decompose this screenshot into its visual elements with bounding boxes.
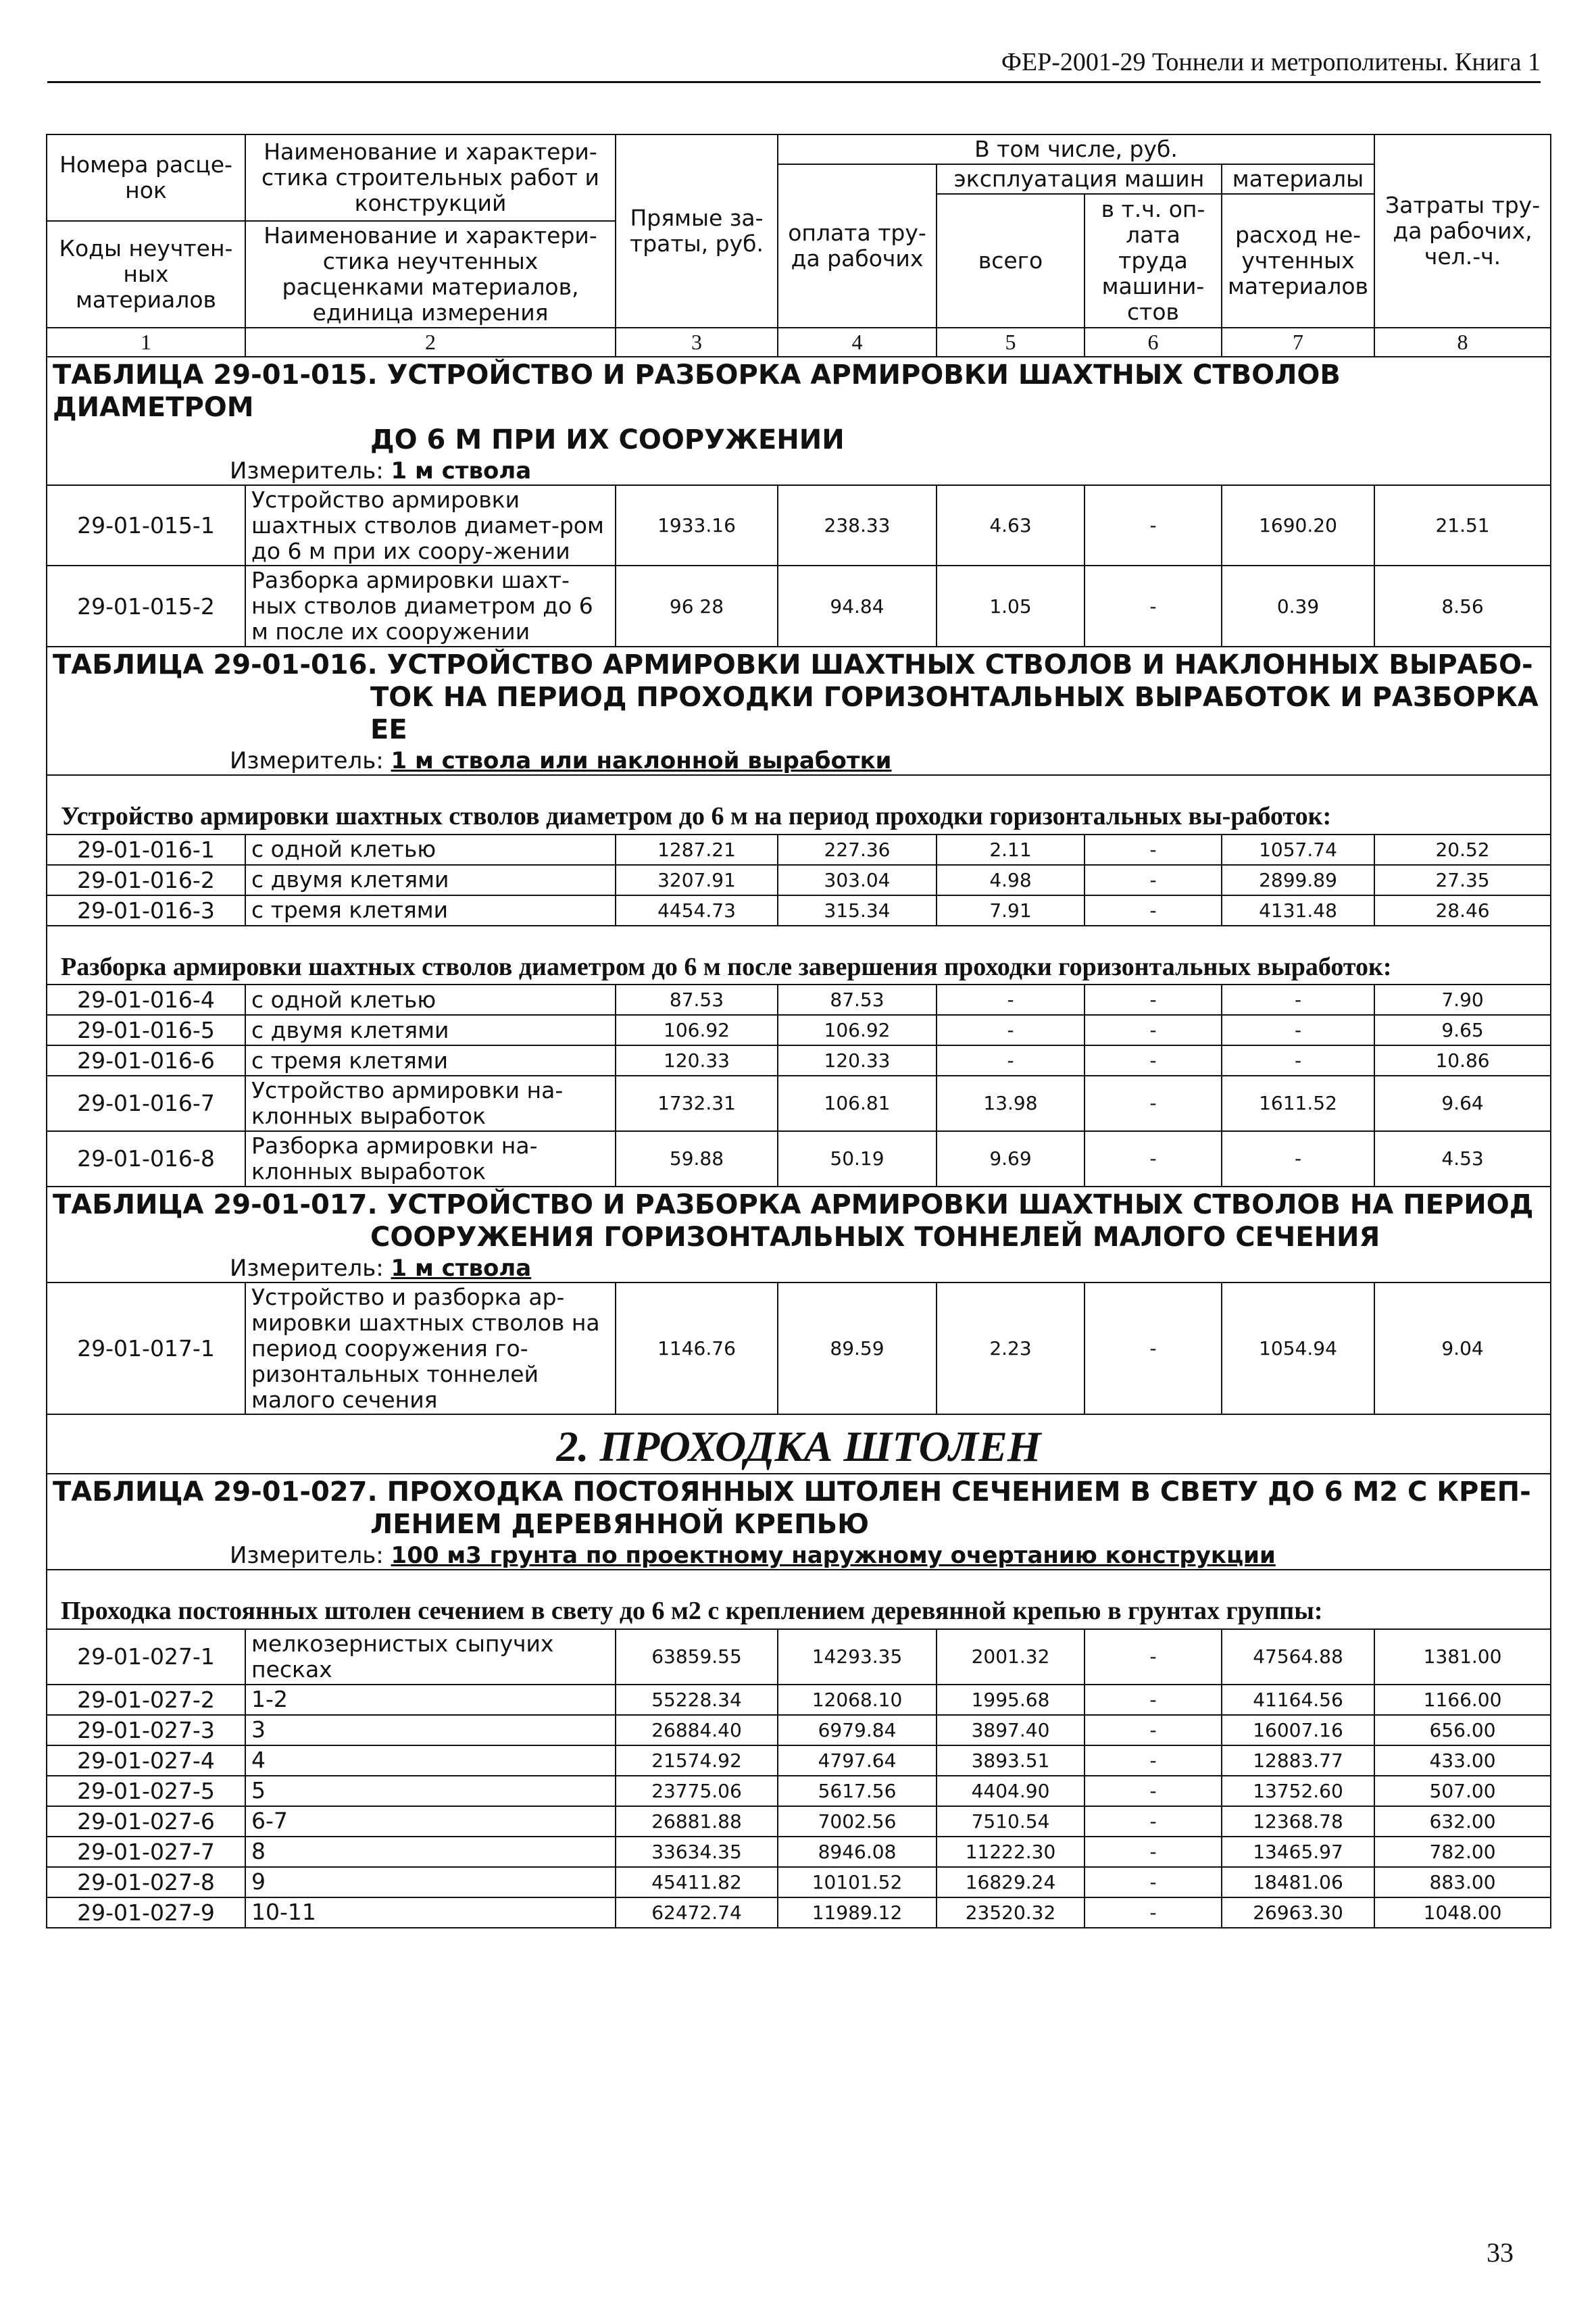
wages-cell: 8946.08 xyxy=(778,1837,937,1867)
machinists-wages-cell: - xyxy=(1084,1745,1222,1776)
machinists-wages-cell: - xyxy=(1084,865,1222,895)
materials-cell: 4131.48 xyxy=(1222,895,1374,926)
direct-cost-cell: 55228.34 xyxy=(616,1685,778,1715)
materials-cell: 12368.78 xyxy=(1222,1806,1374,1837)
direct-cost-cell: 26881.88 xyxy=(616,1806,778,1837)
table-number: ТАБЛИЦА 29-01-015. xyxy=(53,359,378,391)
machinists-wages-cell: - xyxy=(1084,1076,1222,1131)
materials-cell: 0.39 xyxy=(1222,566,1374,647)
labor-hours-cell: 656.00 xyxy=(1374,1715,1551,1745)
col-number-cell: 7 xyxy=(1222,328,1374,357)
table-row xyxy=(47,1629,1551,1685)
table-title-line2: СООРУЖЕНИЯ ГОРИЗОНТАЛЬНЫХ ТОННЕЛЕЙ МАЛОГО СЕЧЕНИЯ xyxy=(370,1221,1380,1253)
table-title-line1: УСТРОЙСТВО АРМИРОВКИ ШАХТНЫХ СТВОЛОВ И НАКЛОННЫХ ВЫРАБО- xyxy=(386,649,1533,681)
rate-name-cell: 10-11 xyxy=(245,1897,616,1928)
measure-row xyxy=(47,1255,1551,1283)
wages-cell: 10101.52 xyxy=(778,1867,937,1897)
table-row xyxy=(47,865,1551,895)
labor-hours-cell: 1381.00 xyxy=(1374,1629,1551,1685)
table-row xyxy=(47,1897,1551,1928)
col-head-materials: материалы xyxy=(1222,164,1374,194)
machines-total-cell: - xyxy=(937,985,1084,1015)
wages-cell: 7002.56 xyxy=(778,1806,937,1837)
machinists-wages-cell: - xyxy=(1084,985,1222,1015)
labor-hours-cell: 7.90 xyxy=(1374,985,1551,1015)
table-row xyxy=(47,985,1551,1015)
measure-row xyxy=(47,1542,1551,1570)
wages-cell: 5617.56 xyxy=(778,1776,937,1806)
rate-name-cell: с двумя клетями xyxy=(245,865,616,895)
wages-cell: 11989.12 xyxy=(778,1897,937,1928)
measure-row xyxy=(47,457,1551,485)
materials-cell: 13465.97 xyxy=(1222,1837,1374,1867)
page-number: 33 xyxy=(1487,2237,1514,2268)
col-number-cell: 2 xyxy=(245,328,616,357)
machines-total-cell: 11222.30 xyxy=(937,1837,1084,1867)
labor-hours-cell: 28.46 xyxy=(1374,895,1551,926)
direct-cost-cell: 96 28 xyxy=(616,566,778,647)
table-title xyxy=(47,1187,1551,1255)
table-row xyxy=(47,1837,1551,1867)
table-title xyxy=(47,647,1551,747)
materials-cell: 41164.56 xyxy=(1222,1685,1374,1715)
col-head-machines-total: всего xyxy=(937,194,1084,328)
measure-unit xyxy=(47,1542,1551,1570)
rate-code-cell: 29-01-027-5 xyxy=(47,1776,245,1806)
direct-cost-cell: 87.53 xyxy=(616,985,778,1015)
labor-hours-cell: 433.00 xyxy=(1374,1745,1551,1776)
direct-cost-cell: 1146.76 xyxy=(616,1283,778,1415)
materials-cell: 12883.77 xyxy=(1222,1745,1374,1776)
rate-code-cell: 29-01-016-6 xyxy=(47,1045,245,1076)
direct-cost-cell: 59.88 xyxy=(616,1131,778,1187)
machinists-wages-cell: - xyxy=(1084,1806,1222,1837)
machines-total-cell: 7510.54 xyxy=(937,1806,1084,1837)
labor-hours-cell: 9.65 xyxy=(1374,1015,1551,1045)
labor-hours-cell: 9.04 xyxy=(1374,1283,1551,1415)
labor-hours-cell: 782.00 xyxy=(1374,1837,1551,1867)
rate-name-cell: Устройство и разборка ар-мировки шахтных стволов на период сооружения го-ризонтальных тоннелей малого сечения xyxy=(245,1283,616,1415)
direct-cost-cell: 1933.16 xyxy=(616,485,778,566)
rate-code-cell: 29-01-027-3 xyxy=(47,1715,245,1745)
rate-name-cell: с одной клетью xyxy=(245,985,616,1015)
machinists-wages-cell: - xyxy=(1084,1015,1222,1045)
measure-row xyxy=(47,747,1551,775)
direct-cost-cell: 23775.06 xyxy=(616,1776,778,1806)
direct-cost-cell: 106.92 xyxy=(616,1015,778,1045)
machinists-wages-cell: - xyxy=(1084,566,1222,647)
col-number-cell: 5 xyxy=(937,328,1084,357)
direct-cost-cell: 26884.40 xyxy=(616,1715,778,1745)
col-head-machinists-wages: в т.ч. оп-лата труда машини-стов xyxy=(1084,194,1222,328)
machines-total-cell: - xyxy=(937,1015,1084,1045)
direct-cost-cell: 120.33 xyxy=(616,1045,778,1076)
labor-hours-cell: 27.35 xyxy=(1374,865,1551,895)
col-head-group: В том числе, руб. xyxy=(778,134,1374,164)
section-row xyxy=(47,1414,1551,1474)
table-title-line1: УСТРОЙСТВО И РАЗБОРКА АРМИРОВКИ ШАХТНЫХ СТВОЛОВ ДИАМЕТРОМ xyxy=(53,359,1341,423)
measure-value: 1 м ствола или наклонной выработки xyxy=(391,747,892,775)
machines-total-cell: 16829.24 xyxy=(937,1867,1084,1897)
rate-name-cell: 4 xyxy=(245,1745,616,1776)
rate-code-cell: 29-01-016-4 xyxy=(47,985,245,1015)
machinists-wages-cell: - xyxy=(1084,1131,1222,1187)
table-row xyxy=(47,1045,1551,1076)
machinists-wages-cell: - xyxy=(1084,895,1222,926)
rate-code-cell: 29-01-016-7 xyxy=(47,1076,245,1131)
rate-name-cell: с двумя клетями xyxy=(245,1015,616,1045)
rate-name-cell: с одной клетью xyxy=(245,835,616,865)
direct-cost-cell: 33634.35 xyxy=(616,1837,778,1867)
materials-cell: - xyxy=(1222,1045,1374,1076)
table-title-row xyxy=(47,357,1551,457)
materials-cell: 18481.06 xyxy=(1222,1867,1374,1897)
rate-name-cell: мелкозернистых сыпучих песках xyxy=(245,1629,616,1685)
machines-total-cell: 3893.51 xyxy=(937,1745,1084,1776)
subheading: Проходка постоянных штолен сечением в свету до 6 м2 с креплением деревянной крепью в грунтах группы: xyxy=(47,1570,1551,1628)
col-number-cell: 6 xyxy=(1084,328,1222,357)
subheading-row xyxy=(47,1570,1551,1628)
measure-label: Измеритель: xyxy=(230,457,384,484)
table-row xyxy=(47,1806,1551,1837)
direct-cost-cell: 62472.74 xyxy=(616,1897,778,1928)
table-number: ТАБЛИЦА 29-01-017. xyxy=(53,1189,378,1220)
table-row xyxy=(47,1745,1551,1776)
rate-name-cell: с тремя клетями xyxy=(245,1045,616,1076)
materials-cell: 1057.74 xyxy=(1222,835,1374,865)
table-title-line2: ТОК НА ПЕРИОД ПРОХОДКИ ГОРИЗОНТАЛЬНЫХ ВЫРАБОТОК И РАЗБОРКА ЕЕ xyxy=(370,682,1539,746)
wages-cell: 106.81 xyxy=(778,1076,937,1131)
machinists-wages-cell: - xyxy=(1084,835,1222,865)
labor-hours-cell: 1166.00 xyxy=(1374,1685,1551,1715)
labor-hours-cell: 507.00 xyxy=(1374,1776,1551,1806)
col-number-cell: 3 xyxy=(616,328,778,357)
col-head-wages: оплата тру-да рабочих xyxy=(778,164,937,328)
wages-cell: 14293.35 xyxy=(778,1629,937,1685)
measure-label: Измеритель: xyxy=(230,1542,384,1570)
machines-total-cell: 4.98 xyxy=(937,865,1084,895)
subheading-row xyxy=(47,926,1551,985)
machines-total-cell: 1995.68 xyxy=(937,1685,1084,1715)
materials-cell: - xyxy=(1222,1015,1374,1045)
wages-cell: 303.04 xyxy=(778,865,937,895)
table-number: ТАБЛИЦА 29-01-016. xyxy=(53,649,378,681)
machines-total-cell: 2001.32 xyxy=(937,1629,1084,1685)
labor-hours-cell: 9.64 xyxy=(1374,1076,1551,1131)
col-number-cell: 4 xyxy=(778,328,937,357)
col-head-labor: Затраты тру-да рабочих, чел.-ч. xyxy=(1374,134,1551,328)
rate-name-cell: с тремя клетями xyxy=(245,895,616,926)
rate-code-cell: 29-01-016-5 xyxy=(47,1015,245,1045)
rate-code-cell: 29-01-016-3 xyxy=(47,895,245,926)
wages-cell: 89.59 xyxy=(778,1283,937,1415)
col-number-cell: 8 xyxy=(1374,328,1551,357)
materials-cell: 1054.94 xyxy=(1222,1283,1374,1415)
table-row xyxy=(47,1283,1551,1415)
subheading-row xyxy=(47,775,1551,834)
measure-value: 100 м3 грунта по проектному наружному очертанию конструкции xyxy=(391,1542,1276,1570)
col-head-machines: эксплуатация машин xyxy=(937,164,1222,194)
direct-cost-cell: 45411.82 xyxy=(616,1867,778,1897)
rate-code-cell: 29-01-027-7 xyxy=(47,1837,245,1867)
machinists-wages-cell: - xyxy=(1084,1867,1222,1897)
table-title-row xyxy=(47,1187,1551,1255)
rate-name-cell: Разборка армировки на-клонных выработок xyxy=(245,1131,616,1187)
wages-cell: 106.92 xyxy=(778,1015,937,1045)
machinists-wages-cell: - xyxy=(1084,1685,1222,1715)
wages-cell: 6979.84 xyxy=(778,1715,937,1745)
rate-code-cell: 29-01-027-6 xyxy=(47,1806,245,1837)
machinists-wages-cell: - xyxy=(1084,1045,1222,1076)
rate-code-cell: 29-01-027-9 xyxy=(47,1897,245,1928)
labor-hours-cell: 1048.00 xyxy=(1374,1897,1551,1928)
rate-name-cell: Устройство армировки на-клонных выработок xyxy=(245,1076,616,1131)
rate-name-cell: Устройство армировки шахтных стволов диамет-ром до 6 м при их соору-жении xyxy=(245,485,616,566)
table-title-line2: ЛЕНИЕМ ДЕРЕВЯННОЙ КРЕПЬЮ xyxy=(370,1509,870,1541)
rate-code-cell: 29-01-015-1 xyxy=(47,485,245,566)
machinists-wages-cell: - xyxy=(1084,485,1222,566)
materials-cell: 1690.20 xyxy=(1222,485,1374,566)
rate-code-cell: 29-01-016-1 xyxy=(47,835,245,865)
col-number-cell: 1 xyxy=(47,328,245,357)
col-head-material-name: Наименование и характери-стика неучтенных расценками материалов, единица измерения xyxy=(245,221,616,328)
direct-cost-cell: 3207.91 xyxy=(616,865,778,895)
rate-code-cell: 29-01-027-1 xyxy=(47,1629,245,1685)
materials-cell: 2899.89 xyxy=(1222,865,1374,895)
wages-cell: 87.53 xyxy=(778,985,937,1015)
measure-value: 1 м ствола xyxy=(391,457,532,484)
rate-code-cell: 29-01-027-2 xyxy=(47,1685,245,1715)
wages-cell: 238.33 xyxy=(778,485,937,566)
materials-cell: - xyxy=(1222,985,1374,1015)
rates-table xyxy=(46,134,1551,1928)
rate-name-cell: 9 xyxy=(245,1867,616,1897)
table-row xyxy=(47,1076,1551,1131)
direct-cost-cell: 1732.31 xyxy=(616,1076,778,1131)
table-row xyxy=(47,1685,1551,1715)
wages-cell: 12068.10 xyxy=(778,1685,937,1715)
rate-code-cell: 29-01-027-8 xyxy=(47,1867,245,1897)
machines-total-cell: 7.91 xyxy=(937,895,1084,926)
direct-cost-cell: 63859.55 xyxy=(616,1629,778,1685)
rate-name-cell: 8 xyxy=(245,1837,616,1867)
materials-cell: - xyxy=(1222,1131,1374,1187)
rate-name-cell: Разборка армировки шахт-ных стволов диаметром до 6 м после их сооружении xyxy=(245,566,616,647)
machinists-wages-cell: - xyxy=(1084,1897,1222,1928)
labor-hours-cell: 10.86 xyxy=(1374,1045,1551,1076)
table-title-line1: ПРОХОДКА ПОСТОЯННЫХ ШТОЛЕН СЕЧЕНИЕМ В СВЕТУ ДО 6 М2 С КРЕП- xyxy=(386,1476,1531,1508)
wages-cell: 94.84 xyxy=(778,566,937,647)
table-title xyxy=(47,357,1551,457)
table-title xyxy=(47,1474,1551,1542)
labor-hours-cell: 883.00 xyxy=(1374,1867,1551,1897)
col-head-direct: Прямые за-траты, руб. xyxy=(616,134,778,328)
wages-cell: 227.36 xyxy=(778,835,937,865)
table-row xyxy=(47,485,1551,566)
measure-unit xyxy=(47,747,1551,775)
wages-cell: 315.34 xyxy=(778,895,937,926)
labor-hours-cell: 4.53 xyxy=(1374,1131,1551,1187)
materials-cell: 13752.60 xyxy=(1222,1776,1374,1806)
machines-total-cell: 2.23 xyxy=(937,1283,1084,1415)
machinists-wages-cell: - xyxy=(1084,1629,1222,1685)
materials-cell: 16007.16 xyxy=(1222,1715,1374,1745)
subheading: Разборка армировки шахтных стволов диаметром до 6 м после завершения проходки горизонтальных выработок: xyxy=(47,926,1551,985)
table-title-row xyxy=(47,647,1551,747)
machinists-wages-cell: - xyxy=(1084,1776,1222,1806)
measure-unit xyxy=(47,457,1551,485)
materials-cell: 1611.52 xyxy=(1222,1076,1374,1131)
rate-name-cell: 5 xyxy=(245,1776,616,1806)
direct-cost-cell: 1287.21 xyxy=(616,835,778,865)
labor-hours-cell: 21.51 xyxy=(1374,485,1551,566)
measure-value: 1 м ствола xyxy=(391,1254,532,1282)
subheading: Устройство армировки шахтных стволов диаметром до 6 м на период проходки горизонтальных вы-работок: xyxy=(47,775,1551,834)
machinists-wages-cell: - xyxy=(1084,1283,1222,1415)
machines-total-cell: 9.69 xyxy=(937,1131,1084,1187)
rate-code-cell: 29-01-015-2 xyxy=(47,566,245,647)
col-head-name: Наименование и характери-стика строительных работ и конструкций xyxy=(245,134,616,221)
table-row xyxy=(47,835,1551,865)
measure-unit xyxy=(47,1255,1551,1283)
labor-hours-cell: 20.52 xyxy=(1374,835,1551,865)
col-head-material-codes: Коды неучтен-ных материалов xyxy=(47,221,245,328)
table-row xyxy=(47,895,1551,926)
rate-code-cell: 29-01-017-1 xyxy=(47,1283,245,1415)
materials-cell: 26963.30 xyxy=(1222,1897,1374,1928)
section-title: 2. ПРОХОДКА ШТОЛЕН xyxy=(47,1414,1551,1474)
rate-name-cell: 6-7 xyxy=(245,1806,616,1837)
rate-name-cell: 1-2 xyxy=(245,1685,616,1715)
table-row xyxy=(47,566,1551,647)
table-row xyxy=(47,1867,1551,1897)
machinists-wages-cell: - xyxy=(1084,1715,1222,1745)
machines-total-cell: 2.11 xyxy=(937,835,1084,865)
col-head-codes: Номера расце-нок xyxy=(47,134,245,221)
table-title-row xyxy=(47,1474,1551,1542)
table-title-line1: УСТРОЙСТВО И РАЗБОРКА АРМИРОВКИ ШАХТНЫХ СТВОЛОВ НА ПЕРИОД xyxy=(386,1189,1534,1220)
rate-code-cell: 29-01-027-4 xyxy=(47,1745,245,1776)
machinists-wages-cell: - xyxy=(1084,1837,1222,1867)
machines-total-cell: 1.05 xyxy=(937,566,1084,647)
measure-label: Измеритель: xyxy=(230,1254,384,1282)
table-title-line2: ДО 6 М ПРИ ИХ СООРУЖЕНИИ xyxy=(370,424,845,455)
table-row xyxy=(47,1715,1551,1745)
machines-total-cell: 4404.90 xyxy=(937,1776,1084,1806)
rate-code-cell: 29-01-016-8 xyxy=(47,1131,245,1187)
direct-cost-cell: 4454.73 xyxy=(616,895,778,926)
table-row xyxy=(47,1131,1551,1187)
wages-cell: 120.33 xyxy=(778,1045,937,1076)
machines-total-cell: - xyxy=(937,1045,1084,1076)
machines-total-cell: 4.63 xyxy=(937,485,1084,566)
direct-cost-cell: 21574.92 xyxy=(616,1745,778,1776)
table-row xyxy=(47,1015,1551,1045)
table-row xyxy=(47,1776,1551,1806)
labor-hours-cell: 8.56 xyxy=(1374,566,1551,647)
machines-total-cell: 13.98 xyxy=(937,1076,1084,1131)
page-header: ФЕР-2001-29 Тоннели и метрополитены. Книга 1 xyxy=(47,47,1541,83)
table-number: ТАБЛИЦА 29-01-027. xyxy=(53,1476,378,1508)
rate-name-cell: 3 xyxy=(245,1715,616,1745)
measure-label: Измеритель: xyxy=(230,747,384,775)
materials-cell: 47564.88 xyxy=(1222,1629,1374,1685)
labor-hours-cell: 632.00 xyxy=(1374,1806,1551,1837)
machines-total-cell: 3897.40 xyxy=(937,1715,1084,1745)
wages-cell: 50.19 xyxy=(778,1131,937,1187)
rate-code-cell: 29-01-016-2 xyxy=(47,865,245,895)
machines-total-cell: 23520.32 xyxy=(937,1897,1084,1928)
col-head-unaccounted-materials: расход не-учтенных материалов xyxy=(1222,194,1374,328)
wages-cell: 4797.64 xyxy=(778,1745,937,1776)
